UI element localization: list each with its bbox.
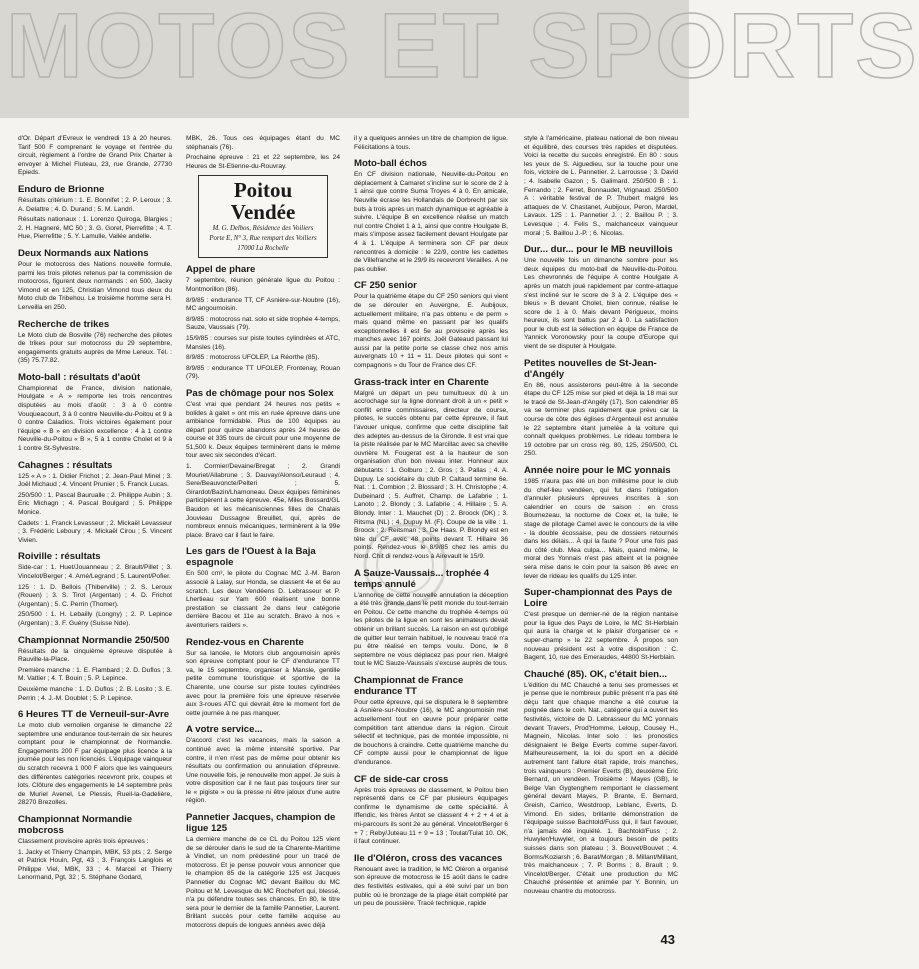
section-heading: 6 Heures TT de Verneuil-sur-Avre bbox=[18, 709, 170, 721]
paragraph: En 86, nous assisterons peut-être à la seconde étape du CF 125 mise sur pied et déjà la 18 mai sur le tracé de St-Jean-d'Angély (17). Son calendrier 85 va se terminer plus rapidement que prévu car la course de côte des églises d'Argenteuil est annulée le 22 septembre étant jumelée à la voiture qui connaît quelques problèmes. Le rideau tombera le 19 octobre par un cross rég. 80, 125, 250/500, CL 250. bbox=[524, 381, 678, 458]
paragraph: 8/9/85 : motocross nat. solo et side trophée 4-temps, Sauze, Vaussais (79). bbox=[186, 315, 340, 332]
paragraph: Résultats de la cinquième épreuve disputée à Rauville-la-Place. bbox=[18, 647, 172, 664]
paragraph: Après trois épreuves de classement, le Poitou bien représenté dans ce CF par plusieurs équipages confirme le dynamisme de cette spécialité. À Iffendic, les frères Antot se classent 4 + 2 + 4 et à mi-parcours ils sont 2e au général. Vincelot/Berger 6 + 7 ; Reby/Juteau 11 + 9 = 13 ; Toulat/Tulat 10. OK, il faut continuer. bbox=[354, 786, 508, 846]
section-heading: Championnat Normandie 250/500 bbox=[18, 634, 170, 646]
box-title-line-2: Vendée bbox=[230, 200, 296, 225]
column-4 bbox=[524, 135, 678, 935]
paragraph: MBK, 26. Tous ces équipages étant du MC stéphanais (76). bbox=[186, 135, 340, 151]
section-heading: Moto-ball échos bbox=[354, 158, 428, 170]
paragraph: Résultats nationaux : 1. Lorenzo Quiroga, Blargies ; 2. H. Hagneré, MC 50 ; 3. G. Goret, Pierrefitte ; 4. T. Hue, Pierrefitte ; 5. Y. Lamulle, Vallée andelle. bbox=[18, 216, 172, 241]
section-heading: CF de side-car cross bbox=[354, 773, 449, 785]
section-heading: Enduro de Brionne bbox=[18, 183, 105, 195]
paragraph: 1. Jacky et Thierry Champin, MBK, 53 pts ; 2. Serge et Patrick Houin, Pgt, 43 ; 3. François Langlois et Philippe Viel, MBK, 33 ; 4. Marcel et Thierry Lenormand, Pgt, 32 ; 5. Stéphane Godard, bbox=[18, 848, 172, 882]
box-address-line-1: M. G. Delbos, Résidence des Voiliers bbox=[212, 225, 314, 233]
section-heading: Pannetier Jacques, champion de ligue 125 bbox=[186, 812, 336, 835]
section-heading: Ile d'Oléron, cross des vacances bbox=[354, 852, 503, 864]
paragraph: 8/9/85 : endurance TT UFOLEP, Frontenay, Rouan (79). bbox=[186, 364, 340, 381]
paragraph: 1985 n'aura pas été un bon millésime pour le club du chef-lieu vendéen, qui fut dans l'obligation d'annuler plusieurs épreuves inscrites à son calendrier en cours de saison : en cross Bournezeau, la nocturne de Coex et, la tuile, le stage de pilotage Camel avec le concours de la ville - la double écossaise, peu de dossiers retournés dans les délais... À qui la faute ? Pour une fois pas du côté club. Mea culpa... Mais, quand même, le moral des Yonnais n'est pas atteint et la poignée sera mise dans le coin pour la saison 86 avec en lever de rideau les qualifs du 125 inter. bbox=[524, 478, 678, 580]
page-number: 43 bbox=[660, 932, 675, 947]
section-heading: Moto-ball : résultats d'août bbox=[18, 371, 141, 383]
paragraph: Sur sa lancée, le Motors club angoumoisin après son épreuve comptant pour le CF d'endurance TT va, le 15 septembre, organiser à Mansle, gentille petite commune touristique et sportive de la Charente, une course sur piste toutes cylindrées avec pour la première fois une épreuve réservée aux 3-roues ATC qui devrait être le moment fort de cette journée à ne pas manquer. bbox=[186, 649, 340, 717]
section-heading: Pas de chômage pour nos Solex bbox=[186, 387, 334, 399]
section-heading: A votre service... bbox=[186, 724, 263, 736]
paragraph: Prochaine épreuve : 21 et 22 septembre, les 24 Heures de St-Etienne-du-Rouvray. bbox=[186, 154, 340, 170]
section-heading: Cahagnes : résultats bbox=[18, 459, 113, 471]
paragraph: 15/9/85 : courses sur piste toutes cylindrées et ATC, Mansles (16). bbox=[186, 334, 340, 351]
paragraph: C'est vrai que pendant 24 heures nos petits « bolides à galet » ont mis en ruée épreuve dans une ambiance formidable. Plus de 100 équipes au départ pour quinze abandons après 24 heures de course et 335 tours de circuit pour une moyenne de 51,500 k. Deux équipes terminèrent dans le même tour avec six secondes d'écart. bbox=[186, 400, 340, 460]
section-heading: Championnat de France endurance TT bbox=[354, 674, 464, 697]
paragraph: L'annonce de cette nouvelle annulation la déception a été très grande dans le petit monde du tout-terrain en Poitou. Ce cette manche du trophée 4-temps où les pilotes de la ligue en sont les animateurs devait obtenir un brillant succès. La raison en est qu'obligé de quitter leur terrain habituel, le nouveau tracé n'a pu être réalisé en temps voulu. Donc, le 8 septembre ne vous déplacez pas pour rien. Malgré tout le MC Sauze-Vaussais s'excuse auprès de tous. bbox=[354, 591, 508, 668]
section-heading: Championnat Normandie mobcross bbox=[18, 814, 133, 837]
paragraph: Le Moto club de Bosville (76) recherche des pilotes de trikes pour sur motocross du 29 septembre, engagements gratuits auprès de Mme Lereux. Tél. : (35) 75.77.82. bbox=[18, 331, 172, 365]
section-heading: Recherche de trikes bbox=[18, 318, 110, 330]
paragraph: Renouant avec la tradition, le MC Oléron a organisé son épreuve de motocross le 15 août dans le cadre des festivités estivales, qui a été suivi par un bon public où le bronzage de la plage était complété par un peu de poussière. Tracé technique, rapide bbox=[354, 865, 508, 908]
paragraph: il y a quelques années un titre de champion de ligue. Félicitations à tous. bbox=[354, 135, 508, 151]
paragraph: Résultats critérium : 1. E. Bonnifet ; 2. P. Leroux ; 3. A. Delattre ; 4. D. Durand ; 5. M. Landri. bbox=[18, 196, 172, 213]
section-heading: CF 250 senior bbox=[354, 280, 417, 292]
paragraph: d'Or. Départ d'Evreux le vendredi 13 à 20 heures. Tarif 500 F comprenant le voyage et l'entrée du circuit, règlement à l'ordre de Grand Prix Charter à envoyer à Michel Fluteau, 23, rue Grande, 27730 Epieds. bbox=[18, 135, 172, 177]
section-heading: Année noire pour le MC yonnais bbox=[524, 465, 671, 476]
poitou-vendee-box bbox=[198, 175, 328, 258]
box-address-line-3: 17000 La Rochelle bbox=[237, 245, 289, 253]
paragraph: Classement provisoire après trois épreuves : bbox=[18, 838, 149, 846]
paragraph: 8/9/85 : endurance TT, CF Asnière-sur-Noubre (16), MC angoumoisin. bbox=[186, 296, 340, 313]
paragraph: Pour cette épreuve, qui se disputera le 8 septembre à Asnière-sur-Noubre (16), le MC angoumoisin met actuellement tout en œuvre pour préparer cette compétition tant attendue dans la région. Circuit sélectif et technique, pas de montée impossible, ni de bouchons à craindre. Cette quatrième manche du CF compte aussi pour le championnat de ligue d'endurance. bbox=[354, 698, 508, 767]
column-1 bbox=[18, 135, 172, 935]
paragraph: 8/9/85 : motocross UFOLEP, La Réorthe (85). bbox=[186, 354, 320, 362]
paragraph: Malgré un départ un peu tumultueux dû à un accrochage sur la ligne donnant droit à un « petit » conflit entre commissaires, directeur de course, pilotes, le succès obtenu par cette épreuve, il faut l'avouer unique, confirme que cette discipline fait des adeptes au-dessus de la Gironde. Il est vrai que la piste réalisée par le MC Marcillac avec sa cheville ouvrière M. Fougerat est à la hauteur de son organisation d'un bon niveau inter. Honneur aux débutants : 1. Golburo ; 2. Gros ; 3. Pallas ; 4. A. Dupuy. Le sociétaire du club P. Caltaud termine 6e. Nat. : 1. Combion ; 2. Blossard ; 3. H. Christophe ; 4. Dubeinard ; 5. Auffret, Champ. de Lafabrie ; 1. Lanoto ; 2. Blondy ; 3. Lafabrie ; 4. Hillaire ; 5. A. Blondy. Inter : 1. Mauchet (D) ; 2. Broock (DK) ; 3. Ritsma (NL) ; 4. Dupuy M. (F). Coupe de la ville : 1. Broock ; 2. Reitsman ; 3. De Haas. P. Blondy est en tête du CF avec 48 points devant T. Hillaire 36 points. Rendez-vous le 8/9/85 chez les amis du Nord. Chit di rendez-vous à Airevault le 15/9. bbox=[354, 389, 508, 560]
section-heading: Chauché (85). OK, c'était bien... bbox=[524, 668, 668, 680]
paragraph: Championnat de France, division nationale, Houlgate « A » remporte les trois rencontres disputées au mois d'août : 3 à 0 contre Vouqueacourt, 3 à 0 contre Neuville-du-Poitou et 9 à 0 contre Caladios. Trois victoires également pour l'équipe « B » en division excellence : 4 à 1 contre Neuville-du-Poitou « B », 5 à 1 contre Cholet et 9 à 1 contre St-Sylvestre. bbox=[18, 384, 172, 453]
paragraph: La dernière manche de ce CL du Poitou 125 vient de se dérouler dans le sud de la Charente-Maritime à Vindlet, un nom prédestiné pour un tracé de motocross. Et je pense pouvoir vous annoncer que le champion 85 de la catégorie 125 est Jacques Pannetier du Cognac MC devant Baillou du MC Poitou et M. Levesque du MC Rochefort qui, blessé, n'a pu défendre toutes ses chances. En 80, le titre sera pour le dernier de la famille Pannetier, Laurent. Brillant succès pour cette famille acquise au motocross depuis de longues années avec déjà bbox=[186, 836, 340, 929]
masthead-banner bbox=[0, 0, 919, 118]
section-heading: Roiville : résultats bbox=[18, 551, 101, 563]
paragraph: En CF division nationale, Neuville-du-Poitou en déplacement à Camaret s'incline sur le score de 2 à 1 ainsi que contre Suma Troyes 4 à 0. En amicale, Neuville écrase les Hollandais de Dorbrecht par six buts à trois après un match dynamique et agréable à suivre. L'équipe B en excellence réalise un match nul contre Cholet 1 à 1, ainsi que contre Houlgate B, mais s'impose assez facilement devant Houlgate par 4 à 1. L'équipe A terminera son CF par deux rencontres à domicile : le 22/9, contre les cadettes de Villefranche et le 29/9 ils recevront Verailles. A ne pas oublier. bbox=[354, 171, 508, 273]
paragraph: C'est presque un dernier-né de la région nantaise pour la ligue des Pays de Loire, le MC St-Herblain qui aura la charge et le plaisir d'organiser ce « super-champ » le 22 septembre. À propos son nouveau président est à votre disposition : C. Bagent, 10, rue des Emeraudes, 44800 St-Herblain. bbox=[524, 611, 678, 662]
paragraph: 125 : 1. D. Bellois (Thiberville) ; 2. S. Leroux (Rouen) ; 3. S. Tirot (Argentan) ; 4. D. Frichot (Argentan) ; 5. C. Perrin (Thomer). bbox=[18, 583, 172, 608]
paragraph: 125 « A » : 1. Didier Frichot ; 2. Jean-Paul Minel ; 3. Joël Michaud ; 4. Vincent Prunier ; 5. Franck Lucas. bbox=[18, 472, 172, 489]
masthead-text: MOTOS ET SPORTS bbox=[6, 0, 919, 97]
paragraph: style à l'américaine, plateau national de bon niveau et équilibré, des courses très rapides et disputées. Voici la recette du succès enregistré. En 80 : sous les yeux de S. Aiguedieu, sur la touche pour une fois, victoire de L. Pannetier. 2. Larrousse ; 3. David ; 4. Isabelle Gazon ; 5. Galimard. 250/500 B : 1. Ferrando ; 2. Ferret, Bonnaudet, Vrignaud. 250/500 A : véritable festival de P. Thubert malgré les attaques de V. Chastanet, Aubijoux, Peron, Mardel, Lavaux. 125 : 1. Pannetier J. ; 2. Baillou P. ; 3. Levesque ; 4. Felis S., malchanceux vainqueur moral ; 5. Baillou J.-P. ; 6. Nicolas. bbox=[524, 135, 678, 237]
section-heading: Rendez-vous en Charente bbox=[186, 636, 304, 648]
section-heading: Appel de phare bbox=[186, 264, 256, 276]
column-2 bbox=[186, 135, 340, 935]
paragraph: Deuxième manche : 1. D. Duflos ; 2. B. Losito ; 3. E. Perrin ; 4. J.-M. Doublet ; 5. P. Lepince. bbox=[18, 685, 172, 702]
section-heading: Petites nouvelles de St-Jean-d'Angély bbox=[524, 357, 657, 380]
section-heading: A Sauze-Vaussais... trophée 4 temps annulé bbox=[354, 567, 490, 590]
paragraph: Première manche : 1. E. Flambard ; 2. D. Duflos ; 3. M. Vattier ; 4. T. Bouin ; 5. P. Lepince. bbox=[18, 666, 172, 683]
paragraph: En 500 cm³, le pilote du Cognac MC J.-M. Baron associé à Lalay, sur Honda, se classent 4e et 6e au scratch. Les deux Vendéens D. Lebrasseur et P. Lhertieau sur Yam 600 réalisent une bonne prestation se classant 2e dans leur catégorie derrière Bacou et 11e au scratch. Bravo à nos « aventuriers raiders ». bbox=[186, 570, 340, 629]
section-heading: Dur... dur... pour le MB neuvillois bbox=[524, 244, 673, 256]
paragraph: Cadets : 1. Franck Levasseur ; 2. Mickaël Levasseur ; 3. Frédéric Leboury ; 4. Mickaël Cirou ; 5. Vincent Vivien. bbox=[18, 519, 172, 544]
paragraph: Le moto club vernolien organise le dimanche 22 septembre une endurance tout-terrain de six heures comptant pour le championnat de Normandie. Engagements 200 F par équipage plus licence à la journée pour les non licenciés. L'équipage vainqueur du scratch recevra 1 000 F alors que les vainqueurs des différentes catégories recevront prix, coupes et lots. Clôture des engagements le 14 septembre près de Muriel Avenel, Le Plessis, Rueil-la-Gadelière, 28270 Brezolles. bbox=[18, 722, 172, 807]
article-columns bbox=[18, 135, 680, 935]
paragraph: Pour le motocross des Nations nouvelle formule, parmi les trois pilotes retenus par la commission de motocross, figurent deux normands : en 500, Jacky Vimond et en 125, Christian Vimond tous deux du Moto club de Tribehou. Le troisième homme sera H. Lerveilla en 250. bbox=[18, 260, 172, 311]
box-title-line-1: Poitou bbox=[233, 178, 293, 203]
paragraph: L'édition du MC Chauché a tenu ses promesses et je pense que le nombreux public présent n'a pas été déçu tant que chaque manche a été courue la poignée dans le coin. Nat., catégorie qui a ouvert les festivités, victoire de D. Lebrasseur du MC yonnais devant Travers, Prod'Homme, Leloup, Cousey H., Magnein, Nicolas. Inter solo : les pronostics désignaient le Belge Everts comme super-favori. Malheureusement, la loi du sport en a décidé autrement tant l'allure était rapide, trois manches, trois vainqueurs : Premier Everts (B), deuxième Eric Bernard, un vendéen. Troisième : Mayes (GB), le Belge Van Gygtenghem remportant le classement général devant Mayes, P. Brante, E. Bernard, Greish, Carrico, Westdroop, Leblanc, Everts, D. Vimond. En sides, brillante démonstration de l'équipage suisse Bachtold/Fuss qui, il faut l'avouer, n'a jamais été inquiété. 1. Bachtold/Fuss ; 2. Huwyler/Huwyler, on a toujours besoin de petits suisses dans son plateau ; 3. Bouvet/Bouvet ; 4. Borms/Koziarsh ; 6. Barat/Morgan ; 8. Millant/Millant, très malchanceux ; 7. P. Borms ; 8. Brault ; 9. Vincelot/Berger. C'était une production du MC Chauché présentée et animée par Y. Bonnin, un nouveau chantre du motocross. bbox=[524, 681, 678, 895]
paragraph: 250/500 : 1. H. Lebailly (Longny) ; 2. P. Lepince (Argentan) ; 3. F. Guény (Suisse Nde). bbox=[18, 611, 172, 627]
paragraph: D'accord c'est les vacances, mais la saison a continué avec la même intensité sportive. Par contre, il n'en n'est pas de même pour obtenir les résultats ou confirmation ou annulation d'épreuve. Une nouvelle fois, je renouvelle mon appel. Je suis à votre disposition car il ne faut pas toujours tirer sur le « pigiste » ou la presse ni être jaloux d'une autre région. bbox=[186, 737, 340, 805]
box-address-line-2: Porte E, N° 3, Rue rempart des Voiliers bbox=[209, 235, 317, 243]
section-heading: Deux Normands aux Nations bbox=[18, 247, 149, 259]
section-heading: Les gars de l'Ouest à la Baja espagnole bbox=[186, 546, 316, 569]
paragraph: 7 septembre, réunion générale ligue du Poitou : Montmorillon (86). bbox=[186, 277, 340, 293]
watermark-logo-icon bbox=[360, 520, 450, 610]
section-heading: Grass-track inter en Charente bbox=[354, 376, 489, 388]
paragraph: 250/500 : 1. Pascal Baurualle ; 2. Philippe Aubin ; 3. Eric Michagn ; 4. Pascal Boulgard ; 5. Philippe Monice. bbox=[18, 491, 172, 516]
paragraph: Side-car : 1. Huet/Jouanneau ; 2. Brault/Pillet ; 3. Vincelot/Berger ; 4. Amé/Legrand ; 5. Laurent/Pofier. bbox=[18, 564, 172, 580]
section-heading: Super-championnat des Pays de Loire bbox=[524, 587, 673, 610]
paragraph: Pour la quatrième étape du CF 250 seniors qui vient de se dérouler en Auvergne, E. Aubijoux, actuellement militaire, n'a pas obtenu « de perm » mais quand même en passant par les qualifs exceptionnelles il est 5e au provisoire après les manches avec 167 points. Joël Gateaud passant lui aussi par la petite porte se classe chez nos amis auvergnats 10 + 11 = 11. Deux pilotes qui sont « compagnons » du Tour de France des CF. bbox=[354, 293, 508, 370]
paragraph: Une nouvelle fois un dimanche sombre pour les deux équipes du moto-ball de Neuville-du-Poitou. Les chevronnés de l'équipe A contre Houlgate A après un match joué rapidement par contre-attaque s'est incliné sur le score de 3 à 2. L'équipe des « bleus » B devant Cholet, bien connue, réalise le score de 1 à 0. Mais devant Périgueux, moins heureux, ils sont battus par 2 à 0. La satisfaction pour le club est la sélection en équipe de France de Yannick Voronowsky pour la coupe d'Europe qui vient de se disputer à Houlgate. bbox=[524, 257, 678, 351]
paragraph: 1. Cormier/Devaine/Bregat ; 2. Grandi Mouriet/Allabrune ; 3. Dauvay/Alonso/Leuraud ; 4. Sere/Beauvoncte/Pelteri ; 5. Girardot/Bazin/Lhamoneau. Deux équipes féminines participèrent à cette épreuve. 45e, Miles Bossard/GL Baudon et les mécanisciennes filles de Chalais Jouvieau Dussagne Breuillet, qui, après de nombreux ennuis mécaniques, terminèrent à la 99e place. Bravo car il faut le faire. bbox=[186, 463, 340, 539]
